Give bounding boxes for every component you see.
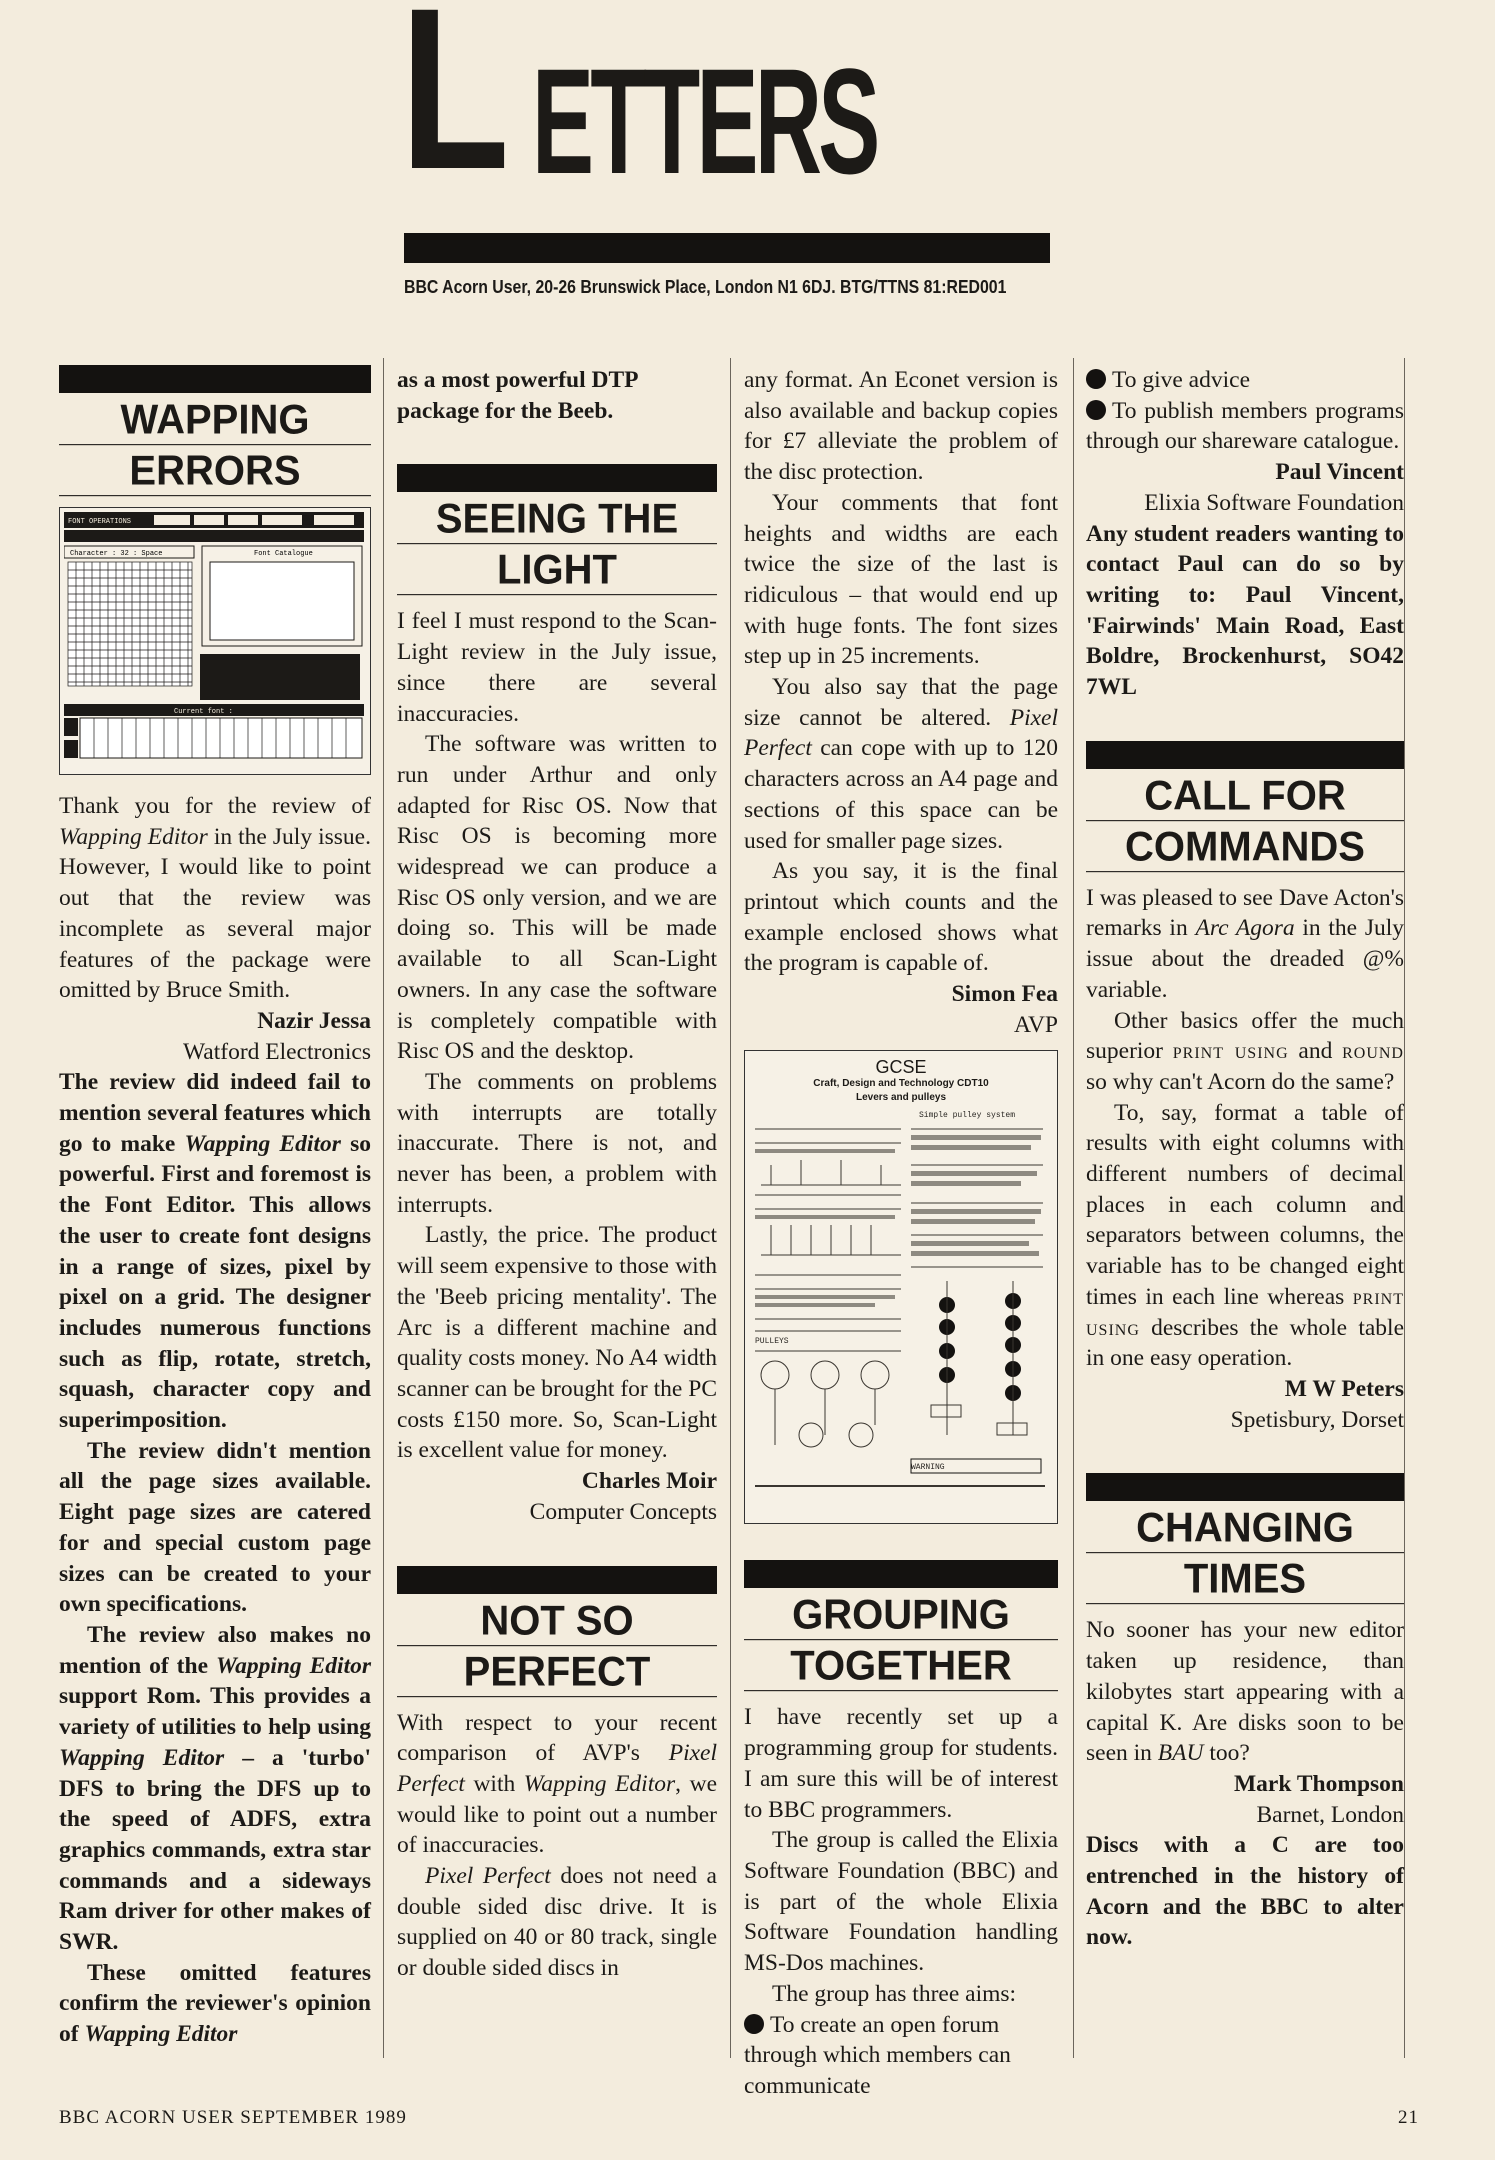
heading-bar bbox=[744, 1560, 1058, 1588]
heading-bar bbox=[59, 365, 371, 393]
letter-paragraph: Thank you for the review of Wapping Editor in the July issue. However, I would like to point out that the review was incomplete as several major features of the package were omitted by Bruce Smith. bbox=[59, 793, 371, 1004]
letter-paragraph: Lastly, the price. The product will seem expensive to those with the 'Beeb pricing mentality'. The Arc is a different machine and quality costs money. No A4 width scanner can be brought for the PC costs £150 more. So, Scan-Light is excellent value for money. bbox=[397, 1222, 717, 1464]
signature: M W Peters bbox=[1284, 1375, 1404, 1402]
letter-paragraph: I feel I must respond to the Scan-Light review in the July issue, since there are several inaccuracies. bbox=[397, 608, 717, 727]
affiliation: Watford Electronics bbox=[183, 1038, 371, 1065]
figure-label: Simple pulley system bbox=[919, 1111, 1016, 1121]
editor-reply: as a most powerful DTP package for the Beeb. bbox=[397, 367, 638, 424]
figure-label: WARNING bbox=[911, 1463, 945, 1473]
screenshot-label: Font Catalogue bbox=[254, 550, 313, 558]
letter-heading bbox=[1086, 741, 1404, 871]
column-rule bbox=[383, 358, 384, 2058]
letter-paragraph: You also say that the page size cannot be altered. Pixel Perfect can cope with up to 120 characters across an A4 page and sections of this space can be used for smaller page sizes. bbox=[744, 674, 1058, 854]
editor-reply: Any student readers wanting to contact Paul can do so by writing to: Paul Vincent, 'Fairwinds' Main Road, East Boldre, Brockenhurst, SO42 7WL bbox=[1086, 520, 1404, 701]
letter-paragraph: I was pleased to see Dave Acton's remarks in Arc Agora in the July issue about the dreaded @% variable. bbox=[1086, 884, 1405, 1003]
column-1 bbox=[59, 365, 371, 2050]
heading-line: COMMANDS bbox=[1086, 823, 1404, 872]
column-rule bbox=[1404, 358, 1405, 2058]
page-title bbox=[400, 4, 1060, 190]
letter-heading bbox=[397, 464, 717, 594]
figure-title: GCSE bbox=[875, 1057, 927, 1078]
aim-item: To create an open forum through which members can communicate bbox=[744, 2011, 1011, 2099]
figure-caption: Levers and pulleys bbox=[855, 1092, 947, 1104]
pixel-perfect-sample bbox=[744, 1050, 1058, 1524]
letter-paragraph: Pixel Perfect does not need a double sided disc drive. It is supplied on 40 or 80 track, single or double sided discs in bbox=[397, 1863, 717, 1982]
letter-paragraph: To, say, format a table of results with eight columns with different numbers of decimal places in each column and separators between columns, the variable has to be changed eight times in each line whereas print using describes the whole table in one easy operation. bbox=[1086, 1099, 1404, 1372]
screenshot-label: Current font : bbox=[174, 708, 233, 716]
affiliation: Barnet, London bbox=[1256, 1801, 1404, 1828]
editor-reply: The review didn't mention all the page sizes available. Eight page sizes are catered for and special custom page sizes can be created to your own specifications. bbox=[59, 1437, 371, 1618]
title-rest: ETTERS bbox=[532, 37, 877, 190]
figure-subtitle: Craft, Design and Technology CDT10 bbox=[813, 1078, 989, 1090]
editor-reply: The review also makes no mention of the Wapping Editor support Rom. This provides a variety of utilities to help using Wapping Editor – a 'turbo' DFS to bring the DFS up to the speed of ADFS, extra graphics commands, extra star commands and a sideways Ram driver for other makes of SWR. bbox=[59, 1621, 371, 1956]
screenshot-label: Character : 32 : Space bbox=[70, 550, 163, 558]
bullet-icon bbox=[1086, 369, 1106, 389]
column-rule bbox=[730, 358, 731, 2058]
heading-line: TOGETHER bbox=[744, 1642, 1058, 1691]
address-line: BBC Acorn User, 20-26 Brunswick Place, London N1 6DJ. BTG/TTNS 81:RED001 bbox=[404, 277, 1007, 297]
screenshot-label: FONT OPERATIONS bbox=[68, 518, 132, 526]
aim-item: To publish members programs through our shareware catalogue. bbox=[1086, 397, 1404, 455]
letter-heading bbox=[59, 365, 371, 495]
signature: Nazir Jessa bbox=[257, 1007, 371, 1034]
heading-line: PERFECT bbox=[397, 1647, 717, 1696]
heading-line: CALL FOR bbox=[1086, 772, 1404, 821]
heading-bar bbox=[397, 1566, 717, 1594]
letter-paragraph: any format. An Econet version is also available and backup copies for £7 alleviate the problem of the disc protection. bbox=[744, 367, 1058, 486]
heading-bar bbox=[1086, 741, 1404, 769]
heading-line: WAPPING bbox=[59, 396, 371, 445]
footer-issue: BBC ACORN USER SEPTEMBER 1989 bbox=[59, 2107, 407, 2128]
heading-line: TIMES bbox=[1086, 1555, 1404, 1604]
heading-line: GROUPING bbox=[744, 1591, 1058, 1640]
affiliation: Spetisbury, Dorset bbox=[1230, 1406, 1404, 1433]
letter-heading bbox=[397, 1566, 717, 1696]
letter-paragraph: Your comments that font heights and widths are each twice the size of the last is ridiculous – that would end up with huge fonts. The font sizes step up in 25 increments. bbox=[744, 489, 1058, 670]
title-rule bbox=[404, 233, 1050, 263]
signature: Simon Fea bbox=[951, 981, 1058, 1008]
affiliation: AVP bbox=[1014, 1011, 1058, 1038]
letter-paragraph: The comments on problems with interrupts are totally inaccurate. There is not, and never has been, a problem with interrupts. bbox=[397, 1068, 717, 1218]
column-2 bbox=[397, 365, 717, 1984]
aim-item: To give advice bbox=[1086, 365, 1404, 396]
masthead bbox=[400, 0, 1060, 300]
column-rule bbox=[1073, 358, 1074, 2058]
heading-line: CHANGING bbox=[1086, 1504, 1404, 1553]
letter-paragraph: As you say, it is the final printout which counts and the example enclosed shows what the program is capable of. bbox=[744, 858, 1058, 977]
heading-line: NOT SO bbox=[397, 1596, 717, 1645]
letter-paragraph: Other basics offer the much superior print using and round so why can't Acorn do the same? bbox=[1086, 1007, 1404, 1095]
title-initial: L bbox=[400, 4, 505, 190]
letter-paragraph: No sooner has your new editor taken up residence, than kilobytes start appearing with a capital K. Are disks soon to be seen in BAU too? bbox=[1086, 1617, 1404, 1767]
bullet-icon bbox=[744, 2014, 764, 2034]
bullet-icon bbox=[1086, 400, 1106, 420]
letter-heading bbox=[1086, 1473, 1404, 1603]
heading-bar bbox=[397, 464, 717, 492]
editor-reply: The review did indeed fail to mention several features which go to make Wapping Editor so powerful. First and foremost is the Font Editor. This allows the user to create font designs in a range of sizes, pixel by pixel on a grid. The designer includes numerous functions such as flip, rotate, stretch, squash, character copy and superimposition. bbox=[59, 1069, 371, 1434]
editor-reply: These omitted features confirm the reviewer's opinion of Wapping Editor bbox=[59, 1959, 371, 2048]
heading-line: LIGHT bbox=[397, 546, 717, 595]
heading-line: SEEING THE bbox=[397, 495, 717, 544]
column-3 bbox=[744, 365, 1058, 2102]
letter-paragraph: I have recently set up a programming group for students. I am sure this will be of interest to BBC programmers. bbox=[744, 1704, 1058, 1823]
affiliation: Elixia Software Foundation bbox=[1144, 489, 1404, 516]
wapping-editor-screenshot bbox=[59, 507, 371, 775]
editor-reply: Discs with a C are too entrenched in the history of Acorn and the BBC to alter now. bbox=[1086, 1832, 1404, 1951]
signature: Mark Thompson bbox=[1234, 1770, 1404, 1797]
letter-heading bbox=[744, 1560, 1058, 1690]
sample-graphic bbox=[751, 1105, 1047, 1505]
heading-bar bbox=[1086, 1473, 1404, 1501]
letter-paragraph: The group is called the Elixia Software Foundation (BBC) and is part of the whole Elixia Software Foundation handling MS-Dos machines. bbox=[744, 1827, 1058, 1977]
letter-paragraph: With respect to your recent comparison of AVP's Pixel Perfect with Wapping Editor, we would like to point out a number of inaccuracies. bbox=[397, 1709, 717, 1859]
letter-paragraph: The software was written to run under Arthur and only adapted for Risc OS. Now that Risc OS is becoming more widespread we can produce a Risc OS only version, and we are doing so. This will be made available to all Scan-Light owners. In any case the software is completely compatible with Risc OS and the desktop. bbox=[397, 731, 717, 1065]
signature: Paul Vincent bbox=[1275, 459, 1404, 486]
screenshot-graphic bbox=[64, 512, 364, 762]
heading-line: ERRORS bbox=[59, 447, 371, 496]
column-4 bbox=[1086, 365, 1404, 1953]
figure-label: PULLEYS bbox=[755, 1337, 789, 1347]
letter-paragraph: The group has three aims: bbox=[772, 1980, 1017, 2007]
signature: Charles Moir bbox=[581, 1468, 717, 1495]
affiliation: Computer Concepts bbox=[529, 1498, 717, 1525]
page-number: 21 bbox=[1398, 2107, 1419, 2128]
